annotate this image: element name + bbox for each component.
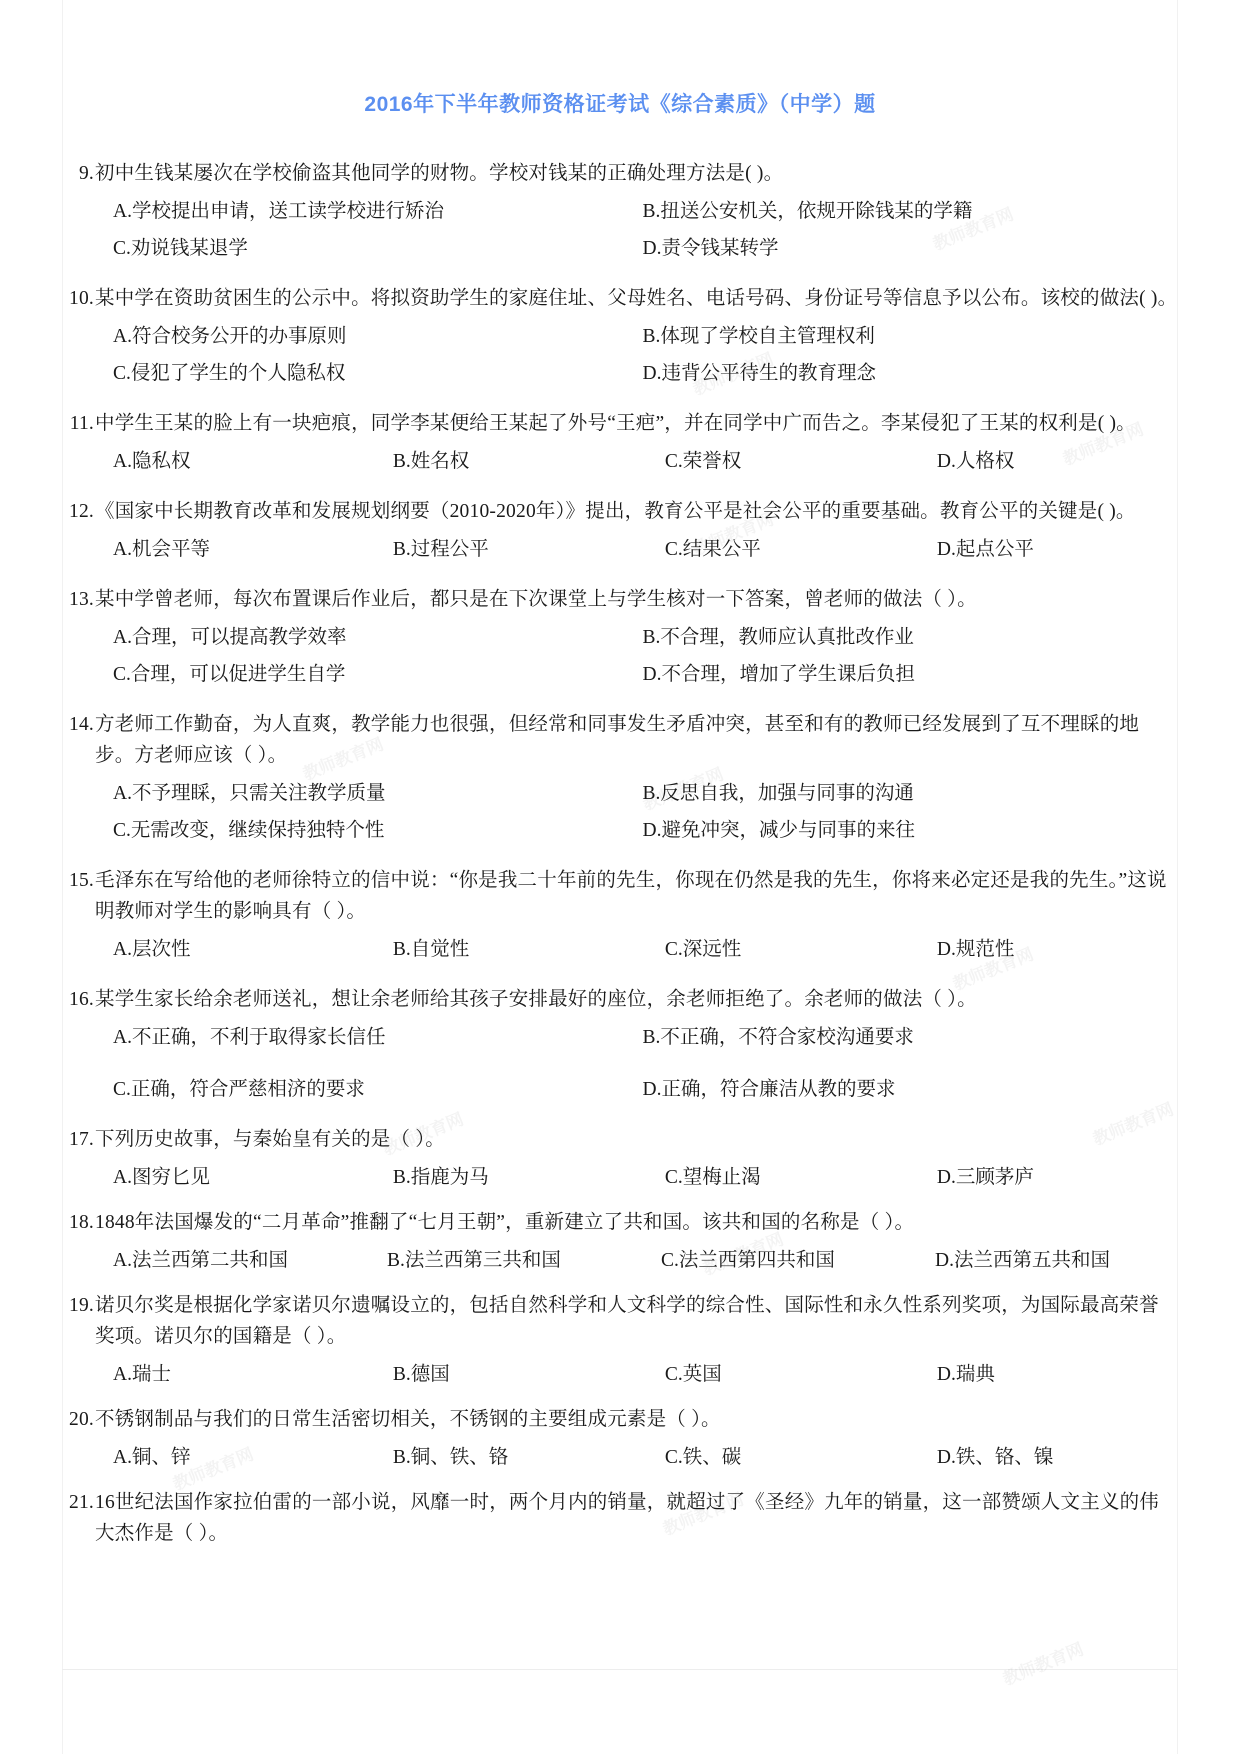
option-a[interactable]: A.机会平等 <box>113 539 210 560</box>
question-text: 某学生家长给余老师送礼，想让余老师给其孩子安排最好的座位，余老师拒绝了。余老师的做法（ ）。 <box>95 989 977 1010</box>
option-a[interactable]: A.符合校务公开的办事原则 <box>113 326 347 347</box>
question-stem <box>62 408 1178 439</box>
option-group <box>95 778 1178 846</box>
question-number: 9. <box>78 163 94 184</box>
option-group <box>95 321 1178 389</box>
question-item <box>62 1487 1178 1549</box>
option-c[interactable]: C.荣誉权 <box>664 451 742 472</box>
option-d[interactable]: D.不合理，增加了学生课后负担 <box>642 664 915 685</box>
option-b[interactable]: B.法兰西第三共和国 <box>387 1250 561 1271</box>
question-number: 11. <box>69 413 94 434</box>
option-group <box>95 1442 1178 1473</box>
option-group <box>95 534 1178 565</box>
option-a[interactable]: A.法兰西第二共和国 <box>113 1250 288 1271</box>
question-stem <box>62 1124 1178 1155</box>
question-stem <box>62 496 1178 527</box>
question-text: 中学生王某的脸上有一块疤痕，同学李某便给王某起了外号“王疤”，并在同学中广而告之。李某侵犯了王某的权利是( )。 <box>95 413 1136 434</box>
option-d[interactable]: D.瑞典 <box>936 1364 995 1385</box>
question-stem <box>62 158 1178 189</box>
option-b[interactable]: B.反思自我，加强与同事的沟通 <box>642 783 914 804</box>
option-a[interactable]: A.图穷匕见 <box>113 1167 210 1188</box>
option-a[interactable]: A.学校提出申请，送工读学校进行矫治 <box>113 201 444 222</box>
option-b[interactable]: B.德国 <box>392 1364 450 1385</box>
option-c[interactable]: C.结果公平 <box>664 539 761 560</box>
question-number: 16. <box>69 989 94 1010</box>
question-stem <box>62 984 1178 1015</box>
option-group <box>95 1022 1178 1105</box>
question-stem <box>62 1207 1178 1238</box>
question-text: 1848年法国爆发的“二月革命”推翻了“七月王朝”，重新建立了共和国。该共和国的名称是（ ）。 <box>95 1212 915 1233</box>
option-c[interactable]: C.法兰西第四共和国 <box>661 1250 835 1271</box>
option-a[interactable]: A.铜、锌 <box>113 1447 191 1468</box>
option-b[interactable]: B.铜、铁、铬 <box>392 1447 509 1468</box>
question-number: 20. <box>69 1409 94 1430</box>
option-d[interactable]: D.铁、铬、镍 <box>936 1447 1054 1468</box>
question-item <box>62 709 1178 846</box>
option-d[interactable]: D.正确，符合廉洁从教的要求 <box>642 1079 896 1100</box>
option-d[interactable]: D.避免冲突，减少与同事的来往 <box>642 820 915 841</box>
option-group <box>95 1162 1178 1193</box>
question-text: 方老师工作勤奋，为人直爽，教学能力也很强，但经常和同事发生矛盾冲突，甚至和有的教师已经发展到了互不理睬的地步。方老师应该（ ）。 <box>95 714 1140 766</box>
questions-list <box>62 158 1178 1557</box>
question-item <box>62 496 1178 565</box>
option-a[interactable]: A.不予理睬，只需关注教学质量 <box>113 783 386 804</box>
option-d[interactable]: D.规范性 <box>936 939 1015 960</box>
page-title: 2016年下半年教师资格证考试《综合素质》（中学）题 <box>364 93 876 116</box>
option-group <box>95 1245 1178 1276</box>
option-c[interactable]: C.望梅止渴 <box>664 1167 761 1188</box>
option-b[interactable]: B.指鹿为马 <box>392 1167 489 1188</box>
option-a[interactable]: A.不正确，不利于取得家长信任 <box>113 1027 386 1048</box>
option-b[interactable]: B.扭送公安机关，依规开除钱某的学籍 <box>642 201 973 222</box>
option-c[interactable]: C.无需改变，继续保持独特个性 <box>113 820 385 841</box>
question-item <box>62 1124 1178 1193</box>
option-c[interactable]: C.英国 <box>664 1364 722 1385</box>
option-b[interactable]: B.姓名权 <box>392 451 470 472</box>
question-item <box>62 158 1178 264</box>
question-stem <box>62 1290 1178 1352</box>
option-d[interactable]: D.起点公平 <box>936 539 1034 560</box>
question-number: 19. <box>69 1295 94 1316</box>
question-stem <box>62 865 1178 927</box>
option-group <box>95 622 1178 690</box>
question-number: 17. <box>69 1129 94 1150</box>
option-d[interactable]: D.法兰西第五共和国 <box>935 1250 1110 1271</box>
page-frame-bottom-rule <box>62 1669 1178 1670</box>
question-stem <box>62 709 1178 771</box>
question-text: 16世纪法国作家拉伯雷的一部小说，风靡一时，两个月内的销量，就超过了《圣经》九年的销量，这一部赞颂人文主义的伟大杰作是（ ）。 <box>95 1492 1160 1544</box>
option-d[interactable]: D.人格权 <box>936 451 1015 472</box>
question-number: 14. <box>69 714 94 735</box>
question-item <box>62 584 1178 690</box>
option-group <box>95 196 1178 264</box>
question-item <box>62 984 1178 1105</box>
question-number: 21. <box>69 1492 94 1513</box>
question-number: 13. <box>69 589 94 610</box>
option-d[interactable]: D.违背公平待生的教育理念 <box>642 363 876 384</box>
option-b[interactable]: B.不正确，不符合家校沟通要求 <box>642 1027 914 1048</box>
watermark <box>998 1635 1086 1690</box>
question-stem <box>62 1487 1178 1549</box>
question-stem <box>62 584 1178 615</box>
option-a[interactable]: A.隐私权 <box>113 451 191 472</box>
question-number: 18. <box>69 1212 94 1233</box>
option-c[interactable]: C.劝说钱某退学 <box>113 238 248 259</box>
option-group <box>95 934 1178 965</box>
question-text: 诺贝尔奖是根据化学家诺贝尔遗嘱设立的，包括自然科学和人文科学的综合性、国际性和永久性系列奖项，为国际最高荣誉奖项。诺贝尔的国籍是（ ）。 <box>95 1295 1159 1347</box>
question-text: 某中学曾老师，每次布置课后作业后，都只是在下次课堂上与学生核对一下答案，曾老师的做法（ ）。 <box>95 589 977 610</box>
question-text: 初中生钱某屡次在学校偷盗其他同学的财物。学校对钱某的正确处理方法是( )。 <box>95 163 784 184</box>
option-a[interactable]: A.瑞士 <box>113 1364 171 1385</box>
question-item <box>62 1207 1178 1276</box>
option-c[interactable]: C.侵犯了学生的个人隐私权 <box>113 363 346 384</box>
question-text: 不锈钢制品与我们的日常生活密切相关，不锈钢的主要组成元素是（ ）。 <box>95 1409 721 1430</box>
question-number: 10. <box>69 288 94 309</box>
option-d[interactable]: D.责令钱某转学 <box>642 238 779 259</box>
question-item <box>62 408 1178 477</box>
option-d[interactable]: D.三顾茅庐 <box>936 1167 1034 1188</box>
option-c[interactable]: C.合理，可以促进学生自学 <box>113 664 346 685</box>
question-text: 毛泽东在写给他的老师徐特立的信中说：“你是我二十年前的先生，你现在仍然是我的先生，你将来必定还是我的先生。”这说明教师对学生的影响具有（ ）。 <box>95 870 1167 922</box>
question-text: 某中学在资助贫困生的公示中。将拟资助学生的家庭住址、父母姓名、电话号码、身份证号等信息予以公布。该校的做法( )。 <box>95 288 1178 309</box>
question-item <box>62 283 1178 389</box>
option-c[interactable]: C.铁、碳 <box>664 1447 742 1468</box>
option-a[interactable]: A.合理，可以提高教学效率 <box>113 627 347 648</box>
option-b[interactable]: B.过程公平 <box>392 539 489 560</box>
option-c[interactable]: C.正确，符合严慈相济的要求 <box>113 1079 365 1100</box>
question-number: 12. <box>69 501 94 522</box>
question-item <box>62 1404 1178 1473</box>
option-a[interactable]: A.层次性 <box>113 939 191 960</box>
question-stem <box>62 283 1178 314</box>
question-number: 15. <box>69 870 94 891</box>
question-stem <box>62 1404 1178 1435</box>
option-group <box>95 1359 1178 1390</box>
question-text: 下列历史故事，与秦始皇有关的是（ ）。 <box>95 1129 445 1150</box>
question-item <box>62 865 1178 965</box>
question-text: 《国家中长期教育改革和发展规划纲要（2010-2020年）》提出，教育公平是社会公平的重要基础。教育公平的关键是( )。 <box>95 501 1136 522</box>
option-c[interactable]: C.深远性 <box>664 939 742 960</box>
option-b[interactable]: B.不合理，教师应认真批改作业 <box>642 627 914 648</box>
option-group <box>95 446 1178 477</box>
question-item <box>62 1290 1178 1390</box>
option-b[interactable]: B.自觉性 <box>392 939 470 960</box>
option-b[interactable]: B.体现了学校自主管理权利 <box>642 326 875 347</box>
